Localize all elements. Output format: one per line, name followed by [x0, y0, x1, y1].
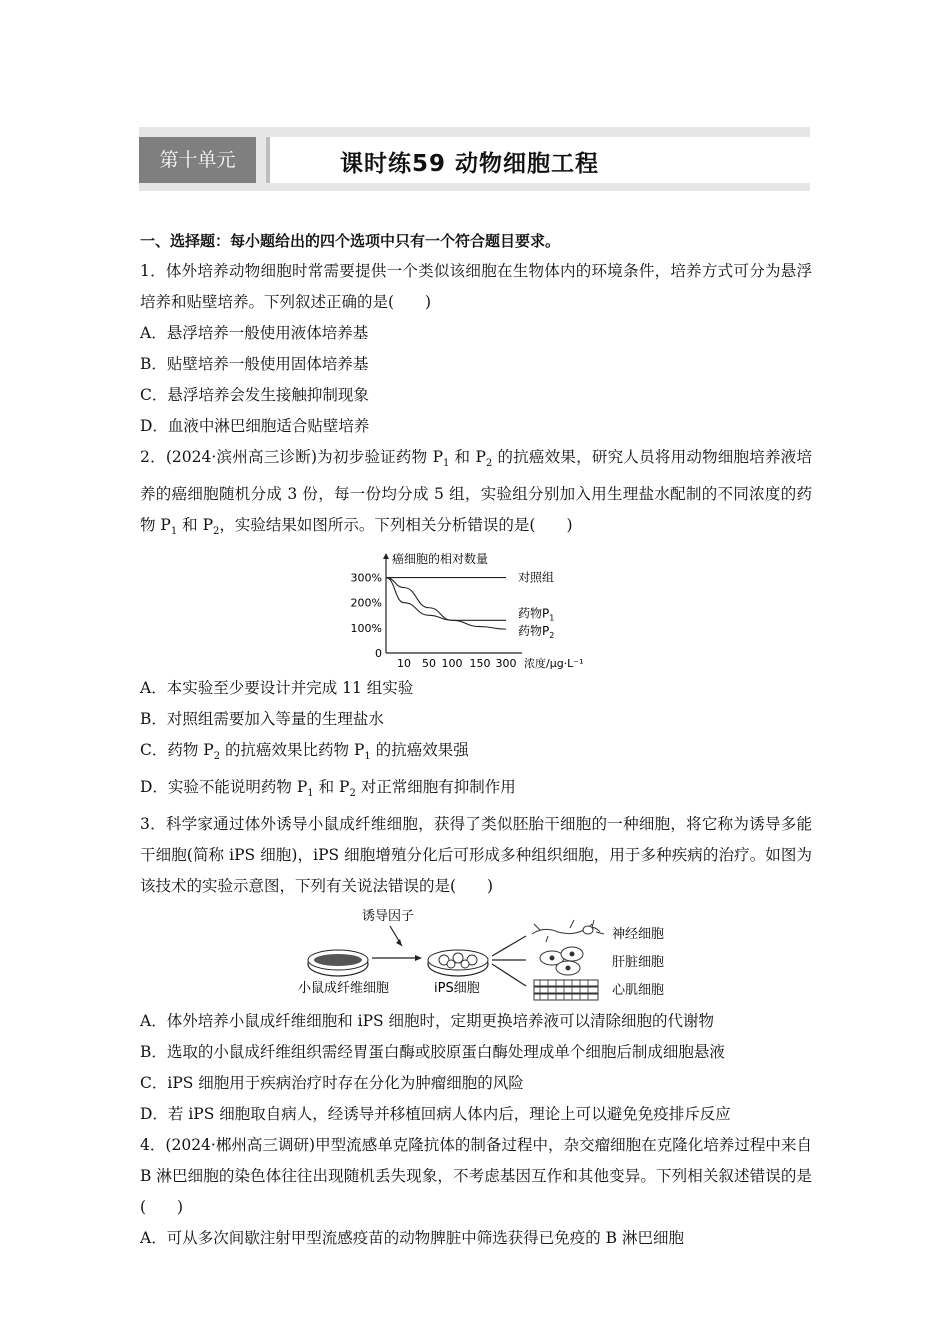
arrow-to-ips-head — [415, 955, 422, 961]
x-tick-label: 300 — [495, 657, 517, 671]
inducer-arrow-head — [396, 939, 402, 946]
q2-option-c: C．药物 $P_2$ 的抗癌效果比药物 $P_1$ 的抗癌效果强 — [140, 741, 469, 763]
q1-option-d: D．血液中淋巴细胞适合贴壁培养 — [140, 417, 370, 435]
arrow-to-cardio — [492, 964, 526, 986]
series-line-2 — [386, 578, 506, 621]
q2-option-d: D．实验不能说明药物 $P_1$ 和 $P_2$ 对正常细胞有抑制作用 — [140, 778, 516, 800]
q2-option-a: A．本实验至少要设计并完成 11 组实验 — [140, 679, 414, 698]
fibroblast-label: 小鼠成纤维细胞 — [298, 981, 390, 997]
unit-label: 第十单元 — [139, 137, 256, 183]
y-axis-arrow — [383, 553, 389, 559]
x-tick-label: 50 — [422, 657, 436, 671]
x-tick-label: 150 — [469, 657, 491, 671]
legend-label-1: 对照组 — [518, 570, 555, 585]
figure-3-diagram — [140, 906, 812, 1006]
series-line-3 — [386, 578, 506, 630]
legend-label-2: 药物$P_1$ — [518, 606, 555, 623]
cardiac-cell-icon — [534, 980, 598, 1000]
chart-svg — [140, 549, 812, 673]
q1-option-c: C．悬浮培养会发生接触抑制现象 — [140, 386, 369, 404]
cardio-label: 心肌细胞 — [612, 983, 665, 999]
x-tick-label: 100 — [441, 657, 463, 671]
question-4-stem: 4．(2024·郴州高三调研)甲型流感单克隆抗体的制备过程中，杂交瘤细胞在克隆化培养过程中来自 B 淋巴细胞的染色体往往出现随机丢失现象，不考虑基因互作和其他变异。下列相关叙述错误的是( ) — [140, 1136, 812, 1217]
arrow-to-neuron — [492, 936, 526, 956]
q3-option-d: D．若 iPS 细胞取自病人，经诱导并移植回病人体内后，理论上可以避免免疫排斥反应 — [140, 1105, 731, 1124]
q1-option-a: A．悬浮培养一般使用液体培养基 — [140, 324, 369, 342]
ips-diagram-svg — [140, 906, 812, 1006]
question-1-stem: 1．体外培养动物细胞时常需要提供一个类似该细胞在生物体内的环境条件，培养方式可分为悬浮培养和贴壁培养。下列叙述正确的是( ) — [140, 262, 812, 311]
q1-option-b: B．贴壁培养一般使用固体培养基 — [140, 355, 369, 373]
x-tick-label: 10 — [397, 657, 411, 671]
y-tick-label: 0 — [375, 647, 382, 661]
y-tick-label: 300% — [350, 571, 382, 585]
neuron-cell-icon — [532, 920, 604, 942]
ips-dish — [428, 950, 488, 976]
figure-2-chart — [140, 549, 812, 673]
y-tick-label: 200% — [350, 596, 382, 610]
question-3-stem: 3．科学家通过体外诱导小鼠成纤维细胞，获得了类似胚胎干细胞的一种细胞，将它称为诱导多能干细胞(简称 iPS 细胞)，iPS 细胞增殖分化后可形成多种组织细胞，用于多种疾病的治疗。如图为该技术的实验示意图，下列有关说法错误的是( ) — [140, 815, 812, 896]
fibroblast-dish — [308, 950, 368, 976]
legend-label-3: 药物$P_2$ — [518, 624, 555, 641]
neuron-label: 神经细胞 — [612, 927, 665, 943]
y-axis-label: 癌细胞的相对数量 — [392, 552, 489, 567]
y-tick-label: 100% — [350, 622, 382, 636]
page-title: 课时练59 动物细胞工程 — [340, 151, 600, 177]
q3-option-b: B．选取的小鼠成纤维组织需经胃蛋白酶或胶原蛋白酶处理成单个细胞后制成细胞悬液 — [140, 1043, 725, 1062]
x-axis-label: 浓度/μg·L⁻¹ — [524, 657, 584, 671]
question-2-stem: 2．(2024·滨州高三诊断)为初步验证药物 $P_1$ 和 $P_2$ 的抗癌效果，研究人员将用动物细胞培养液培养的癌细胞随机分成 3 份，每一份均分成 5 组，实验组分别加入用生理盐水配制的不同浓度的药物 $P_1$ 和 $P_2$，实验结果如图所示。下列相关分析错误的是( ) — [140, 448, 813, 538]
q3-option-c: C．iPS 细胞用于疾病治疗时存在分化为肿瘤细胞的风险 — [140, 1074, 524, 1093]
section-title: 一、选择题：每小题给出的四个选项中只有一个符合题目要求。 — [140, 232, 561, 250]
q4-option-a: A．可从多次间歇注射甲型流感疫苗的动物脾脏中筛选获得已免疫的 B 淋巴细胞 — [140, 1229, 684, 1248]
q2-option-b: B．对照组需要加入等量的生理盐水 — [140, 710, 384, 729]
inducer-label: 诱导因子 — [362, 909, 415, 925]
liver-cell-icon — [540, 947, 583, 975]
q3-option-a: A．体外培养小鼠成纤维细胞和 iPS 细胞时，定期更换培养液可以清除细胞的代谢物 — [140, 1012, 715, 1031]
ips-label: iPS细胞 — [434, 981, 480, 997]
liver-label: 肝脏细胞 — [612, 955, 665, 971]
document-body — [140, 226, 812, 1254]
